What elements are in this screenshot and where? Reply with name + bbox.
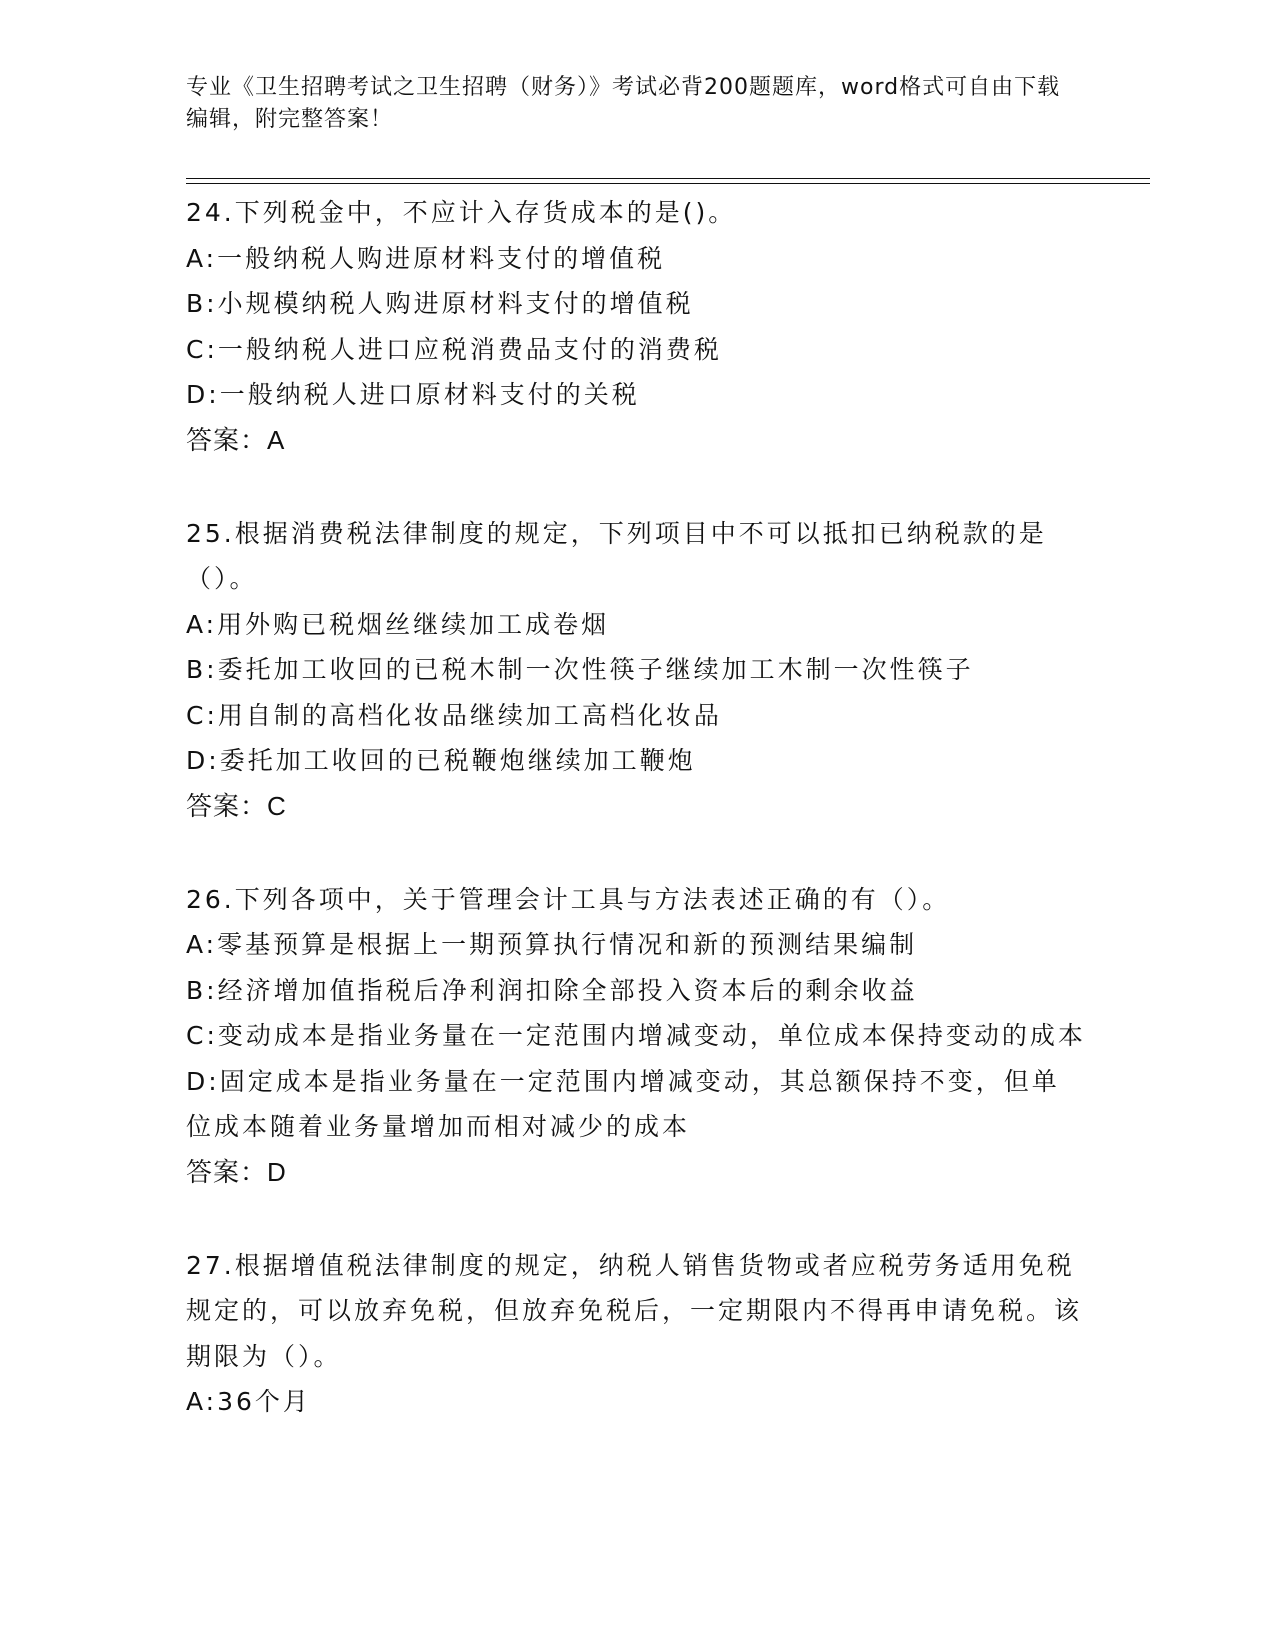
option-d <box>186 738 1086 784</box>
option-d <box>186 1059 1086 1150</box>
option-key: C: <box>186 1021 218 1050</box>
option-d <box>186 372 1086 418</box>
option-text: 固定成本是指业务量在一定范围内增减变动，其总额保持不变，但单位成本随着业务量增加而相对减少的成本 <box>186 1066 1060 1141</box>
option-key: D: <box>186 1066 220 1096</box>
option-key: A: <box>186 243 218 273</box>
option-key: A: <box>186 930 218 959</box>
option-c <box>186 327 1086 373</box>
question-27 <box>186 1243 1086 1425</box>
option-key: D: <box>186 746 220 775</box>
option-a <box>186 1379 1086 1425</box>
option-key: A: <box>186 609 218 639</box>
question-24 <box>186 190 1086 463</box>
option-b <box>186 281 1086 327</box>
question-stem: 25.根据消费税法律制度的规定，下列项目中不可以抵扣已纳税款的是（）。 <box>186 518 1047 593</box>
option-text: 零基预算是根据上一期预算执行情况和新的预测结果编制 <box>217 930 918 959</box>
question-26 <box>186 877 1086 1195</box>
option-text: 小规模纳税人购进原材料支付的增值税 <box>217 289 694 318</box>
option-c <box>186 693 1086 739</box>
option-a <box>186 236 1086 282</box>
option-key: B: <box>186 655 218 684</box>
question-list <box>186 190 1086 1473</box>
option-b <box>186 968 1086 1014</box>
option-key: A: <box>186 1387 218 1416</box>
question-stem: 24.下列税金中，不应计入存货成本的是()。 <box>186 198 737 227</box>
option-text: 一般纳税人购进原材料支付的增值税 <box>217 243 666 273</box>
answer-line: 答案：A <box>186 424 286 455</box>
question-stem: 26.下列各项中，关于管理会计工具与方法表述正确的有（）。 <box>186 884 951 914</box>
question-stem: 27.根据增值税法律制度的规定，纳税人销售货物或者应税劳务适用免税规定的，可以放弃免税，但放弃免税后，一定期限内不得再申请免税。该期限为（）。 <box>186 1250 1083 1371</box>
option-text: 变动成本是指业务量在一定范围内增减变动，单位成本保持变动的成本 <box>217 1021 1086 1050</box>
option-key: C: <box>186 700 218 730</box>
option-key: D: <box>186 380 220 409</box>
document-header: 专业《卫生招聘考试之卫生招聘（财务）》考试必背200题题库，word格式可自由下载编辑，附完整答案！ <box>186 75 1061 132</box>
header-rule-top <box>186 178 1150 179</box>
option-text: 委托加工收回的已税木制一次性筷子继续加工木制一次性筷子 <box>217 655 974 684</box>
option-text: 一般纳税人进口应税消费品支付的消费税 <box>217 334 722 364</box>
option-text: 一般纳税人进口原材料支付的关税 <box>219 380 640 409</box>
header-rule-bottom <box>186 183 1150 184</box>
answer-line: 答案：C <box>186 790 287 821</box>
option-key: C: <box>186 334 218 364</box>
option-text: 用自制的高档化妆品继续加工高档化妆品 <box>217 700 722 730</box>
option-text: 经济增加值指税后净利润扣除全部投入资本后的剩余收益 <box>217 975 918 1005</box>
option-text: 36个月 <box>217 1387 311 1416</box>
option-a <box>186 922 1086 968</box>
option-text: 用外购已税烟丝继续加工成卷烟 <box>217 609 610 639</box>
option-a <box>186 602 1086 648</box>
option-b <box>186 647 1086 693</box>
option-key: B: <box>186 289 218 318</box>
option-key: B: <box>186 975 218 1005</box>
option-c <box>186 1013 1086 1059</box>
answer-line: 答案：D <box>186 1156 287 1187</box>
question-25 <box>186 511 1086 829</box>
option-text: 委托加工收回的已税鞭炮继续加工鞭炮 <box>219 746 696 775</box>
